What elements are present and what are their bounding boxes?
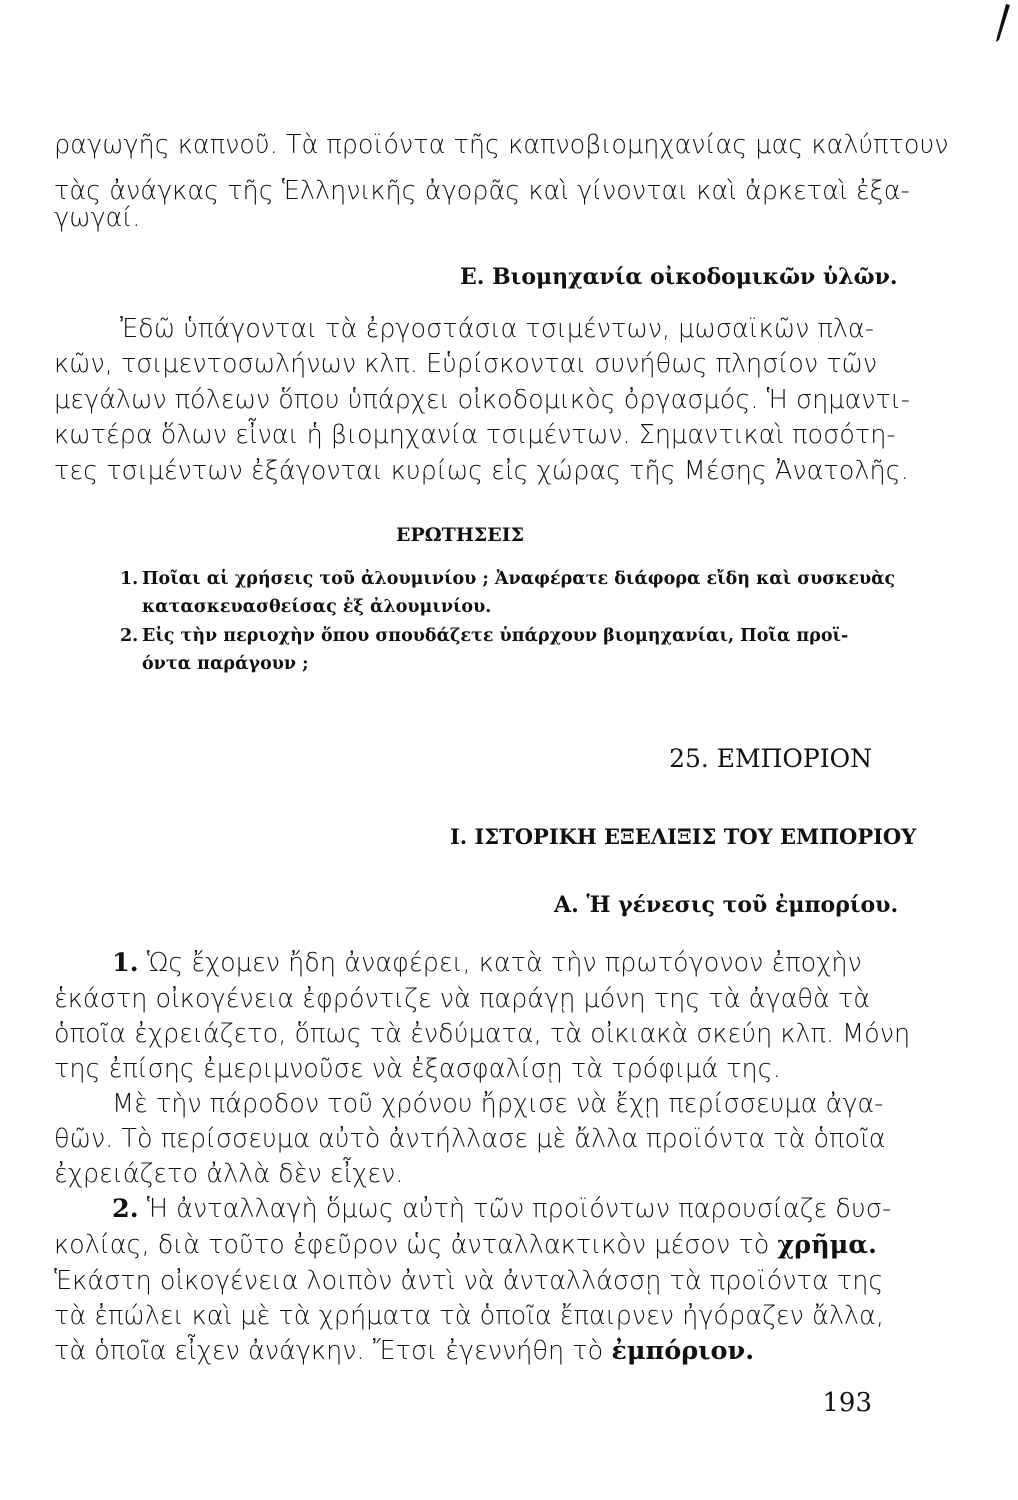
text-line: τὰ ἐπώλει καὶ μὲ τὰ χρήματα τὰ ὁποῖα ἔπαιρνεν ἠγόραζεν ἄλλα, — [54, 1301, 884, 1331]
text-line: τὰ ὁποῖα εἶχεν ἀνάγκην. Ἔτσι ἐγεννήθη τὸ ἐμπόριον. — [54, 1336, 755, 1366]
chapter-title: 25. ΕΜΠΟΡΙΟΝ — [669, 744, 872, 773]
question-1-continuation: κατασκευασθείσας ἐξ ἀλουμινίου. — [142, 597, 492, 617]
question-2-continuation: όντα παράγουν ; — [142, 654, 309, 674]
pen-mark-icon — [990, 2, 1012, 44]
text-line: θῶν. Τὸ περίσσευμα αὐτὸ ἀντήλλασε μὲ ἄλλα προϊόντα τὰ ὁποῖα — [54, 1124, 886, 1154]
question-text: Εἰς τὴν περιοχὴν ὅπου σπουδάζετε ὑπάρχουν βιομηχανίαι, Ποῖα προϊ- — [142, 626, 849, 646]
text-line: 2. Ἡ ἀνταλλαγὴ ὅμως αὐτὴ τῶν προϊόντων παρουσίαζε δυσ- — [112, 1194, 892, 1224]
emphasis-commerce: ἐμπόριον. — [611, 1336, 755, 1366]
text-line: γωγαί. — [54, 203, 141, 233]
text-line: Ἐδῶ ὑπάγονται τὰ ἐργοστάσια τσιμέντων, μωσαϊκῶν πλα- — [120, 314, 874, 344]
question-text: Ποῖαι αἱ χρήσεις τοῦ ἀλουμινίου ; Ἀναφέρατε διάφορα εἴδη καὶ συσκευὰς — [142, 569, 896, 589]
text-line: τὰς ἀνάγκας τῆς Ἑλληνικῆς ἀγορᾶς καὶ γίνονται καὶ ἀρκεταὶ ἐξα- — [54, 176, 910, 206]
paragraph-number: 2. — [112, 1194, 139, 1224]
text-line: ὁποῖα ἐχρειάζετο, ὅπως τὰ ἐνδύματα, τὰ οἰκιακὰ σκεύη κλπ. Μόνη — [54, 1019, 911, 1049]
text-line: ἐχρειάζετο ἀλλὰ δὲν εἶχεν. — [54, 1159, 404, 1189]
text-line: της ἐπίσης ἐμεριμνοῦσε νὰ ἐξασφαλίσῃ τὰ τρόφιμά της. — [54, 1054, 781, 1084]
text-line: Ἑκάστη οἰκογένεια λοιπὸν ἀντὶ νὰ ἀνταλλάσσῃ τὰ προϊόντα της — [54, 1266, 884, 1296]
text-line: Μὲ τὴν πάροδον τοῦ χρόνου ἤρχισε νὰ ἔχῃ περίσσευμα ἀγα- — [112, 1089, 884, 1119]
paragraph-number: 1. — [112, 948, 139, 978]
text-line: τες τσιμέντων ἐξάγονται κυρίως εἰς χώρας τῆς Μέσης Ἀνατολῆς. — [54, 456, 909, 486]
question-number: 2. — [120, 626, 139, 646]
text-line: κῶν, τσιμεντοσωλήνων κλπ. Εὑρίσκονται συνήθως πλησίον τῶν — [54, 349, 878, 379]
text-line: ραγωγῆς καπνοῦ. Τὰ προϊόντα τῆς καπνοβιομηχανίας μας καλύπτουν — [54, 130, 949, 160]
section-heading-e: Ε. Βιομηχανία οἰκοδομικῶν ὑλῶν. — [460, 264, 898, 290]
text-line: κωτέρα ὅλων εἶναι ἡ βιομηχανία τσιμέντων. Σημαντικαὶ ποσότη- — [54, 420, 896, 450]
page-number: 193 — [822, 1388, 872, 1418]
question-number: 1. — [120, 569, 139, 589]
text-line: ἑκάστη οἰκογένεια ἐφρόντιζε νὰ παράγῃ μόνη της τὰ ἀγαθὰ τὰ — [54, 984, 871, 1014]
text-line: κολίας, διὰ τοῦτο ἐφεῦρον ὡς ἀνταλλακτικὸν μέσον τὸ χρῆμα. — [54, 1230, 877, 1260]
section-heading-history: Ι. ΙΣΤΟΡΙΚΗ ΕΞΕΛΙΞΙΣ ΤΟΥ ΕΜΠΟΡΙΟΥ — [450, 824, 917, 849]
text-line: 1. Ὡς ἔχομεν ἤδη ἀναφέρει, κατὰ τὴν πρωτόγονον ἐποχὴν — [112, 948, 862, 978]
emphasis-money: χρῆμα. — [777, 1230, 877, 1260]
subsection-heading-genesis: Α. Ἡ γένεσις τοῦ ἐμπορίου. — [554, 892, 899, 918]
text-line: μεγάλων πόλεων ὅπου ὑπάρχει οἰκοδομικὸς ὀργασμός. Ἡ σημαντι- — [54, 385, 910, 415]
questions-heading: ΕΡΩΤΗΣΕΙΣ — [396, 524, 525, 546]
